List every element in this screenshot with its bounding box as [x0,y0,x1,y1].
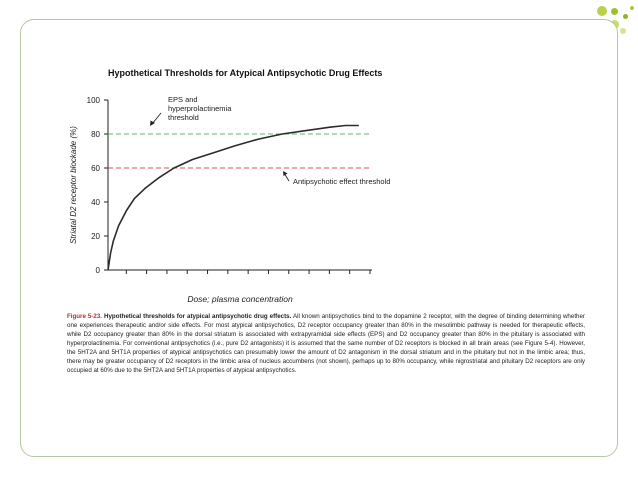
blockade-curve [108,126,359,271]
y-tick-label: 60 [91,164,100,173]
x-axis-label: Dose; plasma concentration [187,294,293,304]
chart-title: Hypothetical Thresholds for Atypical Antipsychotic Drug Effects [108,68,383,78]
y-tick-label: 80 [91,130,100,139]
y-tick-label: 40 [91,198,100,207]
y-tick-label: 0 [95,266,100,275]
antipsychotic-threshold-label: Antipsychotic effect threshold [293,177,391,186]
y-axis-label: Striatal D2 receptor blockade (%) [69,126,78,244]
eps-threshold-label: EPS and hyperprolactinemia threshold [168,95,232,122]
figure-caption [67,312,585,375]
y-tick-label: 100 [86,96,100,105]
y-tick-label: 20 [91,232,100,241]
caption-body: All known antipsychotics bind to the dopamine 2 receptor, with the degree of binding determining whether one experiences therapeutic and/or side effects. For most atypical antipsychotics, D2 receptor occupancy greater than 80% in the mesolimbic pathway is needed for therapeutic effects, while D2 occupancy greater than 80% in the dorsal striatum is associated with extrapyramidal side effects (EPS) and D2 occupancy greater than 80% in the pituitary is associated with hyperprolactinemia. For conventional antipsychotics (i.e., pure D2 antagonists) it is assumed that the same number of D2 receptors is blocked in all brain areas (see Figure 5-4). However, the 5HT2A and 5HT1A properties of atypical antipsychotics can presumably lower the amount of D2 antagonism in the dorsal striatum and in the pituitary but not in the limbic area; thus, there may be greater occupancy of D2 receptors in the limbic area of nucleus accumbens (not shown), perhaps up to 80% occupancy, while nigrostriatal and pituitary D2 receptors are only occupied at 60% due to the 5HT2A and 5HT1A properties of atypical antipsychotics. [67,313,585,374]
caption-figure-label: Figure 5-23. [67,313,103,320]
caption-bold-title: Hypothetical thresholds for atypical antipsychotic drug effects. [104,313,292,320]
